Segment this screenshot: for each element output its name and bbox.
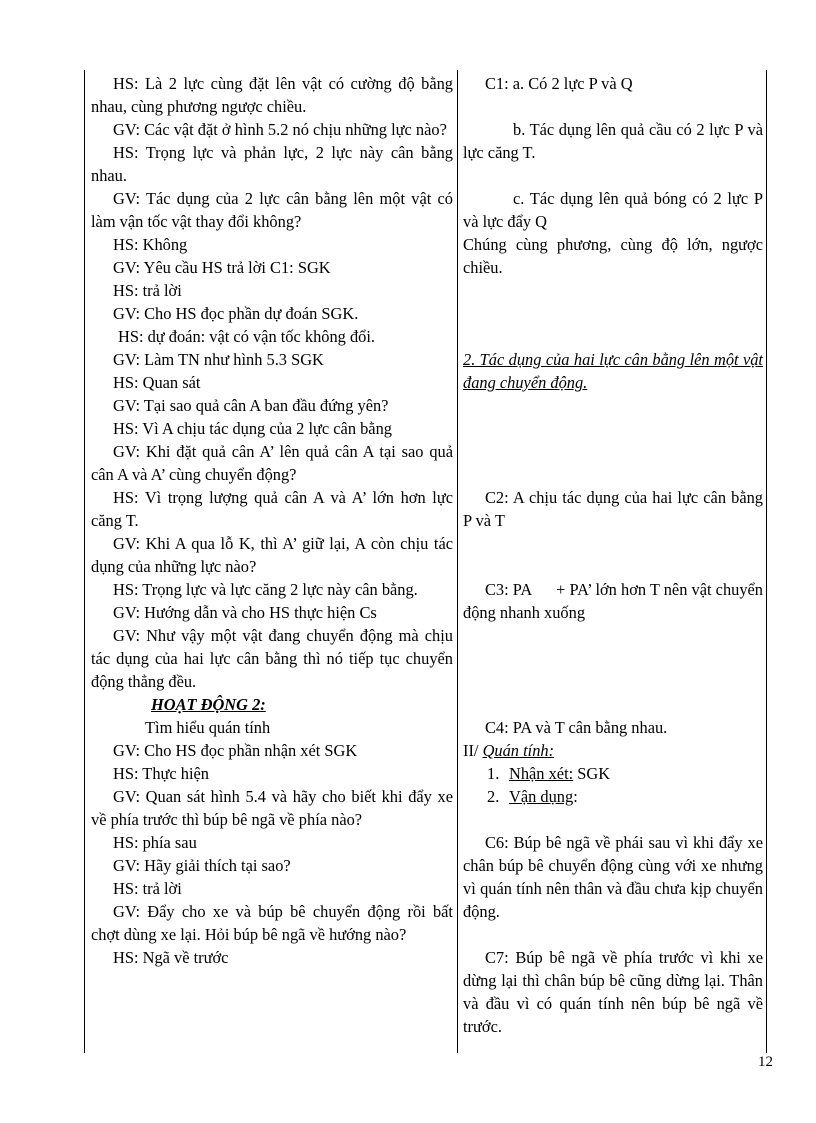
dialogue-line: GV: Như vậy một vật đang chuyển động mà chịu tác dụng của hai lực cân bằng thì nó tiếp tục chuyển động thẳng đều. xyxy=(91,626,453,691)
dialogue-line: HS: phía sau xyxy=(113,833,197,852)
activity-2-heading: HOẠT ĐỘNG 2: xyxy=(151,695,266,714)
lesson-content-column xyxy=(463,72,768,1038)
c2-answer: C2: A chịu tác dụng của hai lực cân bằng P và T xyxy=(463,488,763,530)
list-item-application: 2. Vận dụng: xyxy=(487,787,578,806)
dialogue-line: GV: Tại sao quả cân A ban đầu đứng yên? xyxy=(113,396,389,415)
c1-a-answer: C1: a. Có 2 lực P và Q xyxy=(485,74,633,93)
dialogue-line: HS: Vì trọng lượng quả cân A và A’ lớn hơn lực căng T. xyxy=(91,488,453,530)
dialogue-line: HS: Trọng lực và lực căng 2 lực này cân bằng. xyxy=(113,580,418,599)
table-right-border xyxy=(766,70,767,1053)
dialogue-line: GV: Tác dụng của 2 lực cân bằng lên một vật có làm vận tốc vật thay đổi không? xyxy=(91,189,453,231)
c7-answer: C7: Búp bê ngã về phía trước vì khi xe dừng lại thì chân búp bê cũng dừng lại. Thân và đầu vì có quán tính nên búp bê ngã về trước. xyxy=(463,948,763,1036)
dialogue-line: HS: trả lời xyxy=(113,281,182,300)
dialogue-line: HS: Vì A chịu tác dụng của 2 lực cân bằng xyxy=(113,419,392,438)
table-middle-border xyxy=(457,70,458,1053)
c1-b-answer: b. Tác dụng lên quả cầu có 2 lực P và lực căng T. xyxy=(463,120,763,162)
c1-c-answer: c. Tác dụng lên quả bóng có 2 lực P và lực đẩy Q xyxy=(463,189,763,231)
dialogue-line: HS: Ngã về trước xyxy=(113,948,229,967)
c6-answer: C6: Búp bê ngã về phái sau vì khi đẩy xe chân búp bê chuyển động cùng với xe nhưng vì quán tính nên thân và đầu chưa kịp chuyển động. xyxy=(463,833,763,921)
dialogue-line: GV: Cho HS đọc phần nhận xét SGK xyxy=(113,741,358,760)
section-ii-heading: II/ Quán tính: xyxy=(463,741,555,760)
teacher-student-activities-column xyxy=(91,72,453,969)
c3-answer: C3: PA + PA’ lớn hơn T nên vật chuyển động nhanh xuống xyxy=(463,580,768,622)
list-item-observation: 1. Nhận xét: SGK xyxy=(487,764,611,783)
dialogue-line: HS: dự đoán: vật có vận tốc không đổi. xyxy=(118,327,375,346)
dialogue-line: GV: Làm TN như hình 5.3 SGK xyxy=(113,350,324,369)
dialogue-line: GV: Cho HS đọc phần dự đoán SGK. xyxy=(113,304,359,323)
dialogue-line: GV: Các vật đặt ở hình 5.2 nó chịu những lực nào? xyxy=(113,120,447,139)
dialogue-line: HS: Trọng lực và phản lực, 2 lực này cân bằng nhau. xyxy=(91,143,453,185)
dialogue-line: GV: Khi A qua lỗ K, thì A’ giữ lại, A còn chịu tác dụng của những lực nào? xyxy=(91,534,453,576)
dialogue-line: HS: Thực hiện xyxy=(113,764,209,783)
section-2-title: 2. Tác dụng của hai lực cân bằng lên một vật đang chuyển động. xyxy=(463,350,763,392)
dialogue-line: HS: Là 2 lực cùng đặt lên vật có cường độ bằng nhau, cùng phương ngược chiều. xyxy=(91,74,453,116)
page-number: 12 xyxy=(758,1054,773,1070)
dialogue-line: GV: Quan sát hình 5.4 và hãy cho biết khi đẩy xe về phía trước thì búp bê ngã về phía nào? xyxy=(91,787,453,829)
dialogue-line: GV: Hướng dẫn và cho HS thực hiện Cs xyxy=(113,603,377,622)
dialogue-line: GV: Đẩy cho xe và búp bê chuyển động rồi bất chợt dùng xe lại. Hỏi búp bê ngã về hướng nào? xyxy=(91,902,453,944)
dialogue-line: HS: Không xyxy=(113,235,188,254)
dialogue-line: HS: Quan sát xyxy=(113,373,201,392)
dialogue-line: HS: trả lời xyxy=(113,879,182,898)
dialogue-line: GV: Hãy giải thích tại sao? xyxy=(113,856,291,875)
table-left-border xyxy=(84,70,85,1053)
dialogue-line: GV: Khi đặt quả cân A’ lên quả cân A tại sao quả cân A và A’ cùng chuyển động? xyxy=(91,442,453,484)
dialogue-line: GV: Yêu cầu HS trả lời C1: SGK xyxy=(113,258,331,277)
c4-answer: C4: PA và T cân bằng nhau. xyxy=(485,718,668,737)
activity-2-subtitle: Tìm hiểu quán tính xyxy=(145,718,271,737)
c1-note: Chúng cùng phương, cùng độ lớn, ngược chiều. xyxy=(463,235,763,277)
